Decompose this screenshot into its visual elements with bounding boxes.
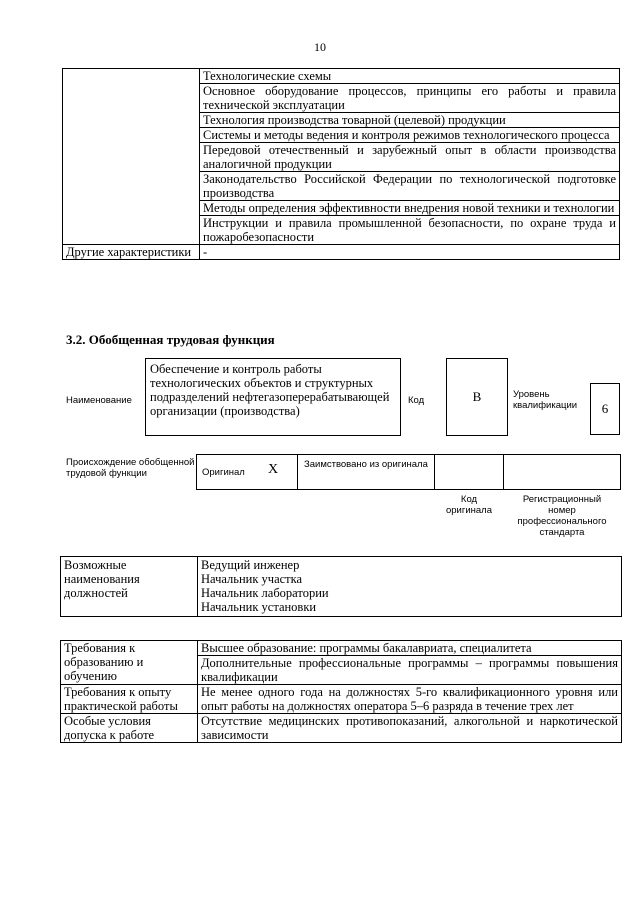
knowledge-item: Основное оборудование процессов, принципы его работы и правила технической эксплуатации (200, 84, 620, 113)
education-label: Требования к образованию и обучению (61, 641, 198, 685)
other-characteristics-value: - (200, 245, 620, 260)
table-row (63, 245, 620, 260)
positions-list (198, 557, 622, 617)
list-item: Ведущий инженер (201, 558, 300, 572)
registration-number-caption: Регистрационный номер профессионального стандарта (517, 494, 607, 538)
table-row (61, 641, 622, 656)
origin-label: Происхождение обобщенной трудовой функции (66, 457, 195, 479)
knowledge-item: Передовой отечественный и зарубежный опыт в области производства аналогичной продукции (200, 143, 620, 172)
table-row (61, 557, 622, 617)
knowledge-item: Технологические схемы (200, 69, 620, 84)
original-mark: X (268, 462, 279, 477)
page-number: 10 (314, 40, 326, 54)
gtf-code-value: B (446, 358, 508, 436)
section-title: 3.2. Обобщенная трудовая функция (66, 332, 275, 347)
gtf-name-label: Наименование (66, 395, 132, 406)
positions-label: Возможные наименования должностей (61, 557, 198, 617)
gtf-level-label: Уровень квалификации (513, 389, 578, 411)
original-code-cell (434, 454, 504, 490)
experience-value: Не менее одного года на должностях 5-го квалификационного уровня или опыт работы на должностях оператора 5–6 разряда в течение трех лет (198, 685, 622, 714)
experience-label: Требования к опыту практической работы (61, 685, 198, 714)
list-item: Начальник установки (201, 600, 317, 614)
knowledge-item: Законодательство Российской Федерации по технологической подготовке производства (200, 172, 620, 201)
knowledge-label-cell (63, 69, 200, 245)
table-row (63, 69, 620, 84)
gtf-code-label: Код (408, 395, 425, 406)
requirements-table (60, 640, 622, 743)
list-item: Начальник участка (201, 572, 303, 586)
conditions-value: Отсутствие медицинских противопоказаний, алкогольной и наркотической зависимости (198, 714, 622, 743)
conditions-label: Особые условия допуска к работе (61, 714, 198, 743)
table-row (61, 714, 622, 743)
knowledge-table (62, 68, 620, 260)
gtf-level-value: 6 (590, 383, 620, 435)
knowledge-item: Методы определения эффективности внедрения новой техники и технологии (200, 201, 620, 216)
other-characteristics-label: Другие характеристики (63, 245, 200, 260)
education-value-1: Высшее образование: программы бакалавриата, специалитета (198, 641, 622, 656)
table-row (61, 685, 622, 714)
knowledge-item: Технология производства товарной (целевой) продукции (200, 113, 620, 128)
list-item: Начальник лаборатории (201, 586, 329, 600)
borrowed-label: Заимствовано из оригинала (304, 459, 428, 470)
positions-table (60, 556, 622, 617)
education-value-2: Дополнительные профессиональные программы – программы повышения квалификации (198, 656, 622, 685)
original-label: Оригинал (202, 467, 245, 478)
knowledge-item: Системы и методы ведения и контроля режимов технологического процесса (200, 128, 620, 143)
knowledge-item: Инструкции и правила промышленной безопасности, по охране труда и пожаробезопасности (200, 216, 620, 245)
registration-number-cell (503, 454, 621, 490)
original-code-caption: Код оригинала (445, 494, 492, 516)
gtf-name-value: Обеспечение и контроль работы технологических объектов и структурных подразделений нефтегазоперерабатывающей организации (производства) (145, 358, 401, 436)
